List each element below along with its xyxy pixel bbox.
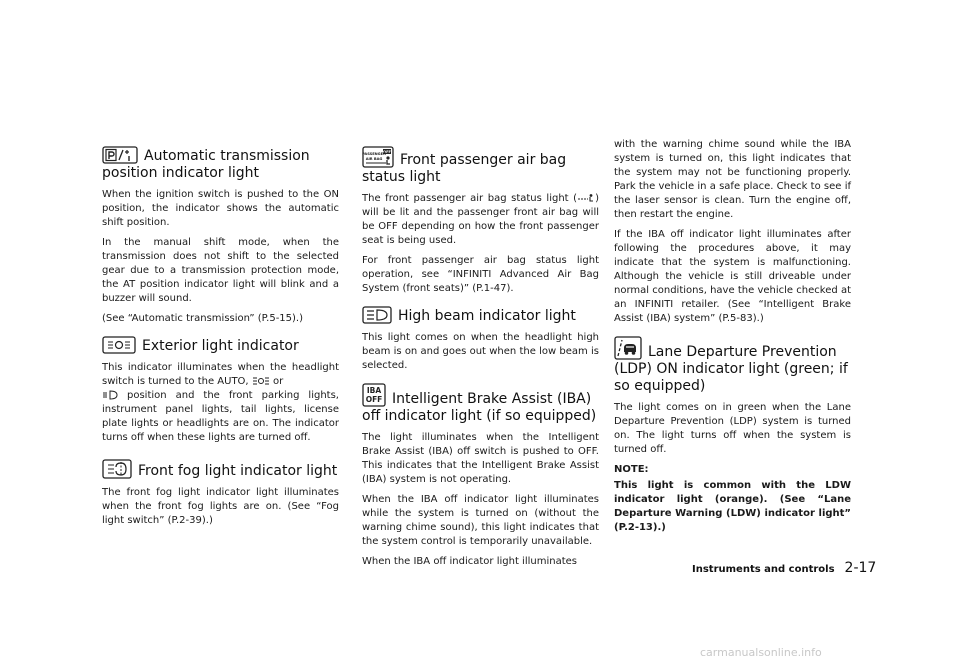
paragraph: When the ignition switch is pushed to the ON position, the indicator shows the automatic shift position. <box>102 189 339 228</box>
section-title: Lane Departure Prevention (LDP) ON indicator light (green; if so equipped) <box>614 344 848 394</box>
section-title: Front fog light indicator light <box>138 463 338 479</box>
section-title: Exterior light indicator <box>142 338 299 354</box>
paragraph <box>362 192 599 248</box>
parking-light-icon <box>252 376 270 386</box>
heading-ldp-on <box>614 336 851 395</box>
svg-text:PASSENGER: PASSENGER <box>362 152 386 156</box>
page-footer <box>692 560 876 576</box>
heading-passenger-airbag <box>362 146 599 186</box>
exterior-light-icon <box>102 336 136 354</box>
column-right <box>614 138 851 541</box>
watermark: carmanualsonline.info <box>700 646 822 659</box>
svg-text:AIR BAG: AIR BAG <box>365 157 383 161</box>
paragraph: with the warning chime sound while the IBA system is turned on, this light indicates that the system may not be functioning properly. Park the vehicle in a safe place. Check to see if the laser sensor is clean. Turn the engine off, then restart the engine. <box>614 139 851 220</box>
paragraph: The light comes on in green when the Lane Departure Prevention (LDP) system is turned on. The light turns off when the system is turned off. <box>614 402 851 455</box>
at-position-indicator-icon <box>102 146 138 164</box>
heading-front-fog-light <box>102 459 339 480</box>
heading-iba-off <box>362 383 599 425</box>
section-title: Front passenger air bag status light <box>362 152 567 185</box>
paragraph: When the IBA off indicator light illuminates <box>362 556 577 567</box>
paragraph: If the IBA off indicator light illuminates after following the procedures above, it may indicate that the system is malfunctioning. Although the vehicle is still driveable under normal conditions, have the vehicle checked at an INFINITI retailer. (See “Intelligent Brake Assist (IBA) system” (P.5-83).) <box>614 229 851 324</box>
passenger-airbag-inline-icon <box>577 193 595 203</box>
svg-text:IBA: IBA <box>366 386 382 395</box>
note-text: This light is common with the LDW indicator light (orange). (See “Lane Departure Warning (LDW) indicator light” (P.2-13).) <box>614 480 851 533</box>
svg-text:OFF: OFF <box>383 150 391 154</box>
paragraph: When the IBA off indicator light illuminates while the system is turned on (without the warning chime sound), this light indicates that the system control is temporarily unavailable. <box>362 494 599 547</box>
heading-at-position-indicator <box>102 146 339 182</box>
footer-section-title: Instruments and controls <box>692 564 835 575</box>
high-beam-icon <box>362 306 392 324</box>
paragraph: The light illuminates when the Intelligent Brake Assist (IBA) off switch is pushed to OFF. This indicates that the Intelligent Brake Assist (IBA) system is not operating. <box>362 432 599 485</box>
svg-text:OFF: OFF <box>365 395 383 404</box>
passenger-airbag-status-icon <box>362 146 394 168</box>
paragraph <box>102 361 339 445</box>
lane-departure-prevention-icon <box>614 336 642 360</box>
heading-exterior-light <box>102 336 339 355</box>
paragraph: The front fog light indicator light illuminates when the front fog lights are on. (See “Fog light switch” (P.2-39).) <box>102 487 339 526</box>
text: This indicator illuminates when the headlight switch is turned to the AUTO, <box>102 362 339 387</box>
section-title: Intelligent Brake Assist (IBA) off indicator light (if so equipped) <box>362 391 597 424</box>
headlight-icon <box>102 390 118 400</box>
paragraph: In the manual shift mode, when the transmission does not shift to the selected gear due to a transmission protection mode, the AT position indicator light will blink and a buzzer will sound. <box>102 237 339 304</box>
column-left <box>102 146 339 534</box>
text: position and the front parking lights, instrument panel lights, tail lights, license plate lights or headlights are on. The indicator turns off when these lights are turned off. <box>102 390 339 443</box>
page-number: 2-17 <box>844 560 877 576</box>
column-middle <box>362 146 599 575</box>
iba-off-icon <box>362 383 386 407</box>
text: ) will be lit and the passenger front air bag will be OFF depending on how the front passenger seat is being used. <box>362 193 599 246</box>
front-fog-light-icon <box>102 459 132 479</box>
section-title: Automatic transmission position indicator light <box>102 148 310 181</box>
paragraph: (See “Automatic transmission” (P.5-15).) <box>102 313 304 324</box>
text: or <box>272 376 284 387</box>
paragraph: For front passenger air bag status light operation, see “INFINITI Advanced Air Bag System (front seats)” (P.1-47). <box>362 255 599 294</box>
paragraph: This light comes on when the headlight high beam is on and goes out when the low beam is selected. <box>362 332 599 371</box>
note-label: NOTE: <box>614 464 649 475</box>
heading-high-beam <box>362 306 599 325</box>
section-title: High beam indicator light <box>398 308 576 324</box>
text: The front passenger air bag status light ( <box>362 193 578 204</box>
